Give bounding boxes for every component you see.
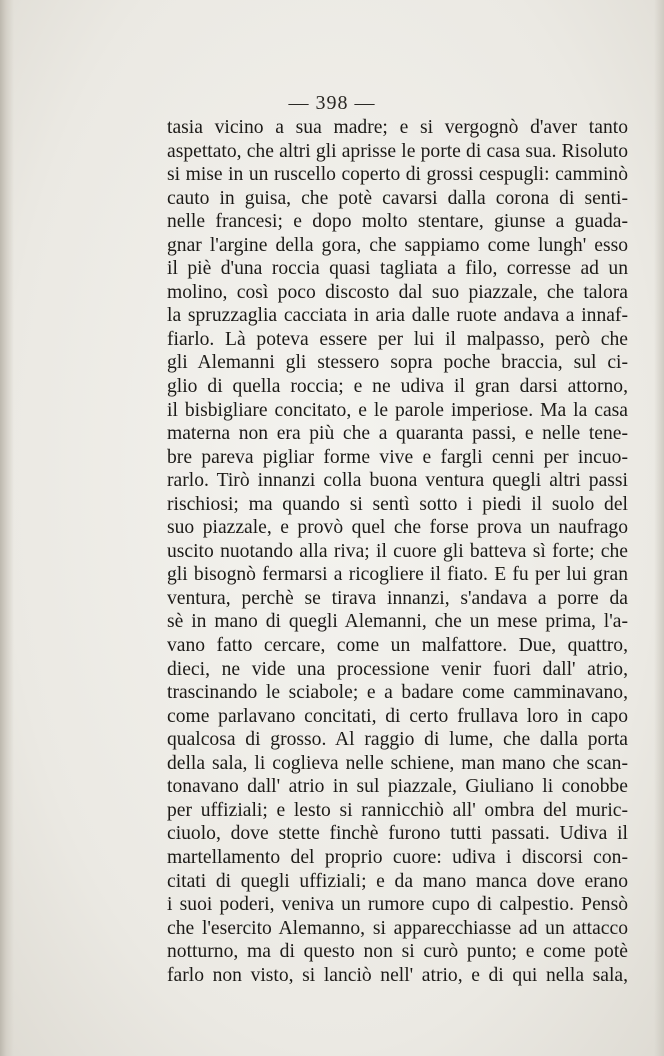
text-line: materna non era più che a quaranta passi, e nelle tene-: [167, 423, 628, 445]
text-line: cauto in guisa, che potè cavarsi dalla corona di senti-: [167, 187, 628, 209]
text-line: molino, così poco discosto dal suo piazzale, che talora: [167, 281, 628, 303]
text-line: glio di quella roccia; e ne udiva il gran darsi attorno,: [167, 376, 628, 398]
text-line: tonavano dall' atrio in sul piazzale, Giuliano li conobbe: [167, 776, 628, 798]
text-line: trascinando le sciabole; e a badare come camminavano,: [167, 682, 628, 704]
page-right-shadow: [654, 0, 664, 1056]
text-line: che l'esercito Alemanno, si apparecchiasse ad un attacco: [167, 917, 628, 939]
text-line: gli Alemanni gli stessero sopra poche braccia, sul ci-: [167, 352, 628, 374]
text-line: martellamento del proprio cuore: udiva i discorsi con-: [167, 846, 628, 868]
text-line: aspettato, che altri gli aprisse le porte di casa sua. Risoluto: [167, 140, 628, 162]
text-line: citati di quegli uffiziali; e da mano manca dove erano: [167, 870, 628, 892]
text-line: dieci, ne vide una processione venir fuori dall' atrio,: [167, 658, 628, 680]
text-line: il piè d'una roccia quasi tagliata a filo, corresse ad un: [167, 258, 628, 280]
text-line: ventura, perchè se tirava innanzi, s'andava a porre da: [167, 587, 628, 609]
text-line: per uffiziali; e lesto si rannicchiò all' ombra del muric-: [167, 799, 628, 821]
text-line: vano fatto cercare, come un malfattore. Due, quattro,: [167, 635, 628, 657]
text-line: rischiosi; ma quando si sentì sotto i piedi il suolo del: [167, 493, 628, 515]
body-text: [167, 116, 628, 987]
text-line: gli bisognò fermarsi a ricogliere il fiato. E fu per lui gran: [167, 564, 628, 586]
text-line: notturno, ma di questo non si curò punto; e come potè: [167, 941, 628, 963]
text-line: fiarlo. Là poteva essere per lui il malpasso, però che: [167, 328, 628, 350]
text-line: nelle francesi; e dopo molto stentare, giunse a guada-: [167, 211, 628, 233]
text-line: sè in mano di quegli Alemanni, che un mese prima, l'a-: [167, 611, 628, 633]
text-line: gnar l'argine della gora, che sappiamo come lungh' esso: [167, 234, 628, 256]
text-line: come parlavano concitati, di certo frullava loro in capo: [167, 705, 628, 727]
text-line: suo piazzale, e provò quel che forse prova un naufrago: [167, 517, 628, 539]
text-line: bre pareva pigliar forme vive e fargli cenni per incuo-: [167, 446, 628, 468]
text-line: uscito nuotando alla riva; il cuore gli batteva sì forte; che: [167, 540, 628, 562]
text-line: il bisbigliare concitato, e le parole imperiose. Ma la casa: [167, 399, 628, 421]
text-line: qualcosa di grosso. Al raggio di lume, che dalla porta: [167, 729, 628, 751]
text-line: tasia vicino a sua madre; e si vergognò d'aver tanto: [167, 117, 628, 138]
text-line: ciuolo, dove stette finchè furono tutti passati. Udiva il: [167, 823, 628, 845]
page-number: — 398 —: [288, 92, 376, 114]
text-line: si mise in un ruscello coperto di grossi cespugli: camminò: [167, 164, 628, 186]
text-line: i suoi poderi, veniva un rumore cupo di calpestio. Pensò: [167, 894, 628, 916]
text-line: rarlo. Tirò innanzi colla buona ventura quegli altri passi: [167, 470, 628, 492]
page-left-shadow: [0, 0, 14, 1056]
text-line: farlo non visto, si lanciò nell' atrio, e di qui nella sala,: [167, 964, 628, 986]
text-line: della sala, li coglieva nelle schiene, man mano che scan-: [167, 752, 628, 774]
text-line: la spruzzaglia cacciata in aria dalle ruote andava a innaf-: [167, 305, 628, 327]
